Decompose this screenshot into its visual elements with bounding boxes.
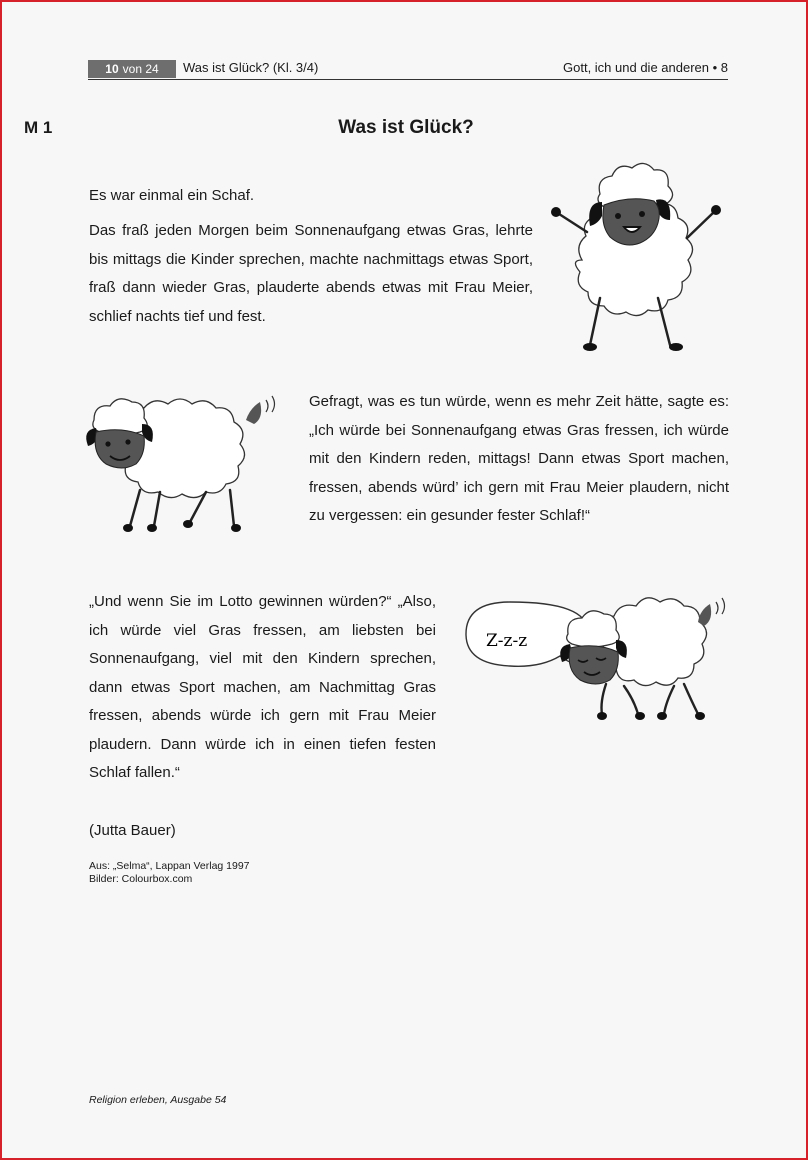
author-credit: (Jutta Bauer) (89, 822, 176, 839)
walking-sheep-illustration (82, 386, 282, 538)
lesson-title: Was ist Glück? (Kl. 3/4) (183, 60, 319, 75)
speech-bubble-text: Z-z-z (486, 631, 528, 651)
story-paragraph-2: Gefragt, was es tun würde, wenn es mehr Zeit hätte, sagte es: „Ich würde bei Sonnenaufgang etwas Gras fressen, ich würde mit den Kindern reden, mittags! Dann etwas Sport machen, fressen, abends würd’ ich gern mit Frau Meier plaudern, nicht zu vergessen: ein gesunder fester Schlaf!“ (309, 393, 729, 524)
intro-sentence: Es war einmal ein Schaf. (89, 187, 255, 204)
page-number-badge (88, 60, 176, 78)
series-title: Gott, ich und die anderen • 8 (563, 60, 728, 75)
book-source: Aus: „Selma“, Lappan Verlag 1997 (89, 860, 250, 872)
page-total: von 24 (122, 62, 159, 76)
story-paragraph-3: „Und wenn Sie im Lotto gewinnen würden?“ „Also, ich würde viel Gras fressen, am liebsten bei Sonnenaufgang, viel mit den Kindern sprechen, dann etwas Sport machen, am Nachmittag Gras fressen, abends würde ich gern mit Frau Meier plaudern. Dann würde ich in einen tiefen festen Schlaf fallen.“ (89, 593, 436, 781)
sleeping-sheep-illustration (464, 590, 734, 732)
page-current: 10 (105, 62, 119, 76)
page-title: Was ist Glück? (338, 117, 474, 138)
source-credits (89, 860, 250, 886)
material-label: M 1 (24, 118, 53, 137)
happy-sheep-illustration (542, 150, 732, 360)
story-paragraph-1: Das fraß jeden Morgen beim Sonnenaufgang etwas Gras, lehrte bis mittags die Kinder sprechen, machte nachmittags etwas Sport, fraß dann wieder Gras, plauderte abends etwas mit Frau Meier, schlief nachts tief und fest. (89, 222, 533, 325)
page-header (88, 59, 728, 80)
image-source: Bilder: Colourbox.com (89, 873, 193, 885)
page-footer: Religion erleben, Ausgabe 54 (89, 1094, 227, 1106)
